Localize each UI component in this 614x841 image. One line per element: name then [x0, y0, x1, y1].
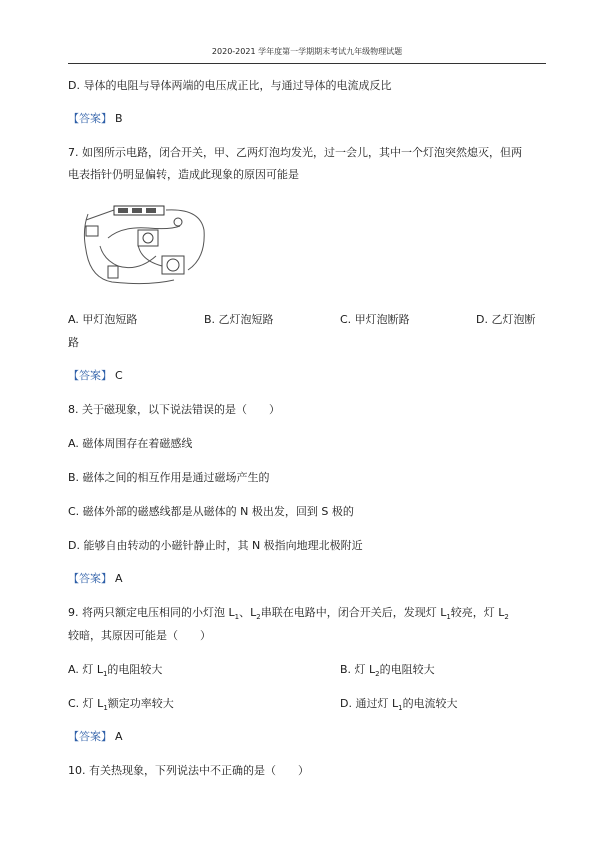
q8-option-d: D. 能够自由转动的小磁针静止时，其 N 极指向地理北极附近	[68, 539, 363, 552]
q7-stem-line2: 电表指针仍明显偏转，造成此现象的原因可能是	[68, 168, 299, 181]
q10-stem: 10. 有关热现象，下列说法中不正确的是（ ）	[68, 764, 309, 777]
header-rule	[68, 63, 546, 64]
answer-label: 【答案】	[68, 112, 112, 125]
subscript: 1	[398, 704, 403, 713]
q8-answer	[68, 570, 123, 586]
q9-stem-line2: 较暗，其原因可能是（ ）	[68, 629, 211, 642]
battery-cell-icon	[132, 208, 142, 213]
answer-label: 【答案】	[68, 369, 112, 382]
option-text: 的电阻较大	[379, 663, 435, 676]
option-text: C. 灯 L	[68, 697, 104, 710]
q6-option-d: D. 导体的电阻与导体两端的电压成正比，与通过导体的电流成反比	[68, 79, 392, 92]
q9-option-b	[340, 661, 435, 678]
subscript: 1	[103, 704, 108, 713]
q9-stem-text: 9. 将两只额定电压相同的小灯泡 L	[68, 606, 235, 619]
q7-stem-line1: 7. 如图所示电路，闭合开关，甲、乙两灯泡均发光，过一会儿，其中一个灯泡突然熄灭，但两	[68, 146, 522, 159]
answer-label: 【答案】	[68, 730, 112, 743]
q7-option-d-continued: 路	[68, 336, 79, 349]
ammeter-icon	[138, 230, 158, 246]
q9-option-c	[68, 695, 174, 712]
q9-stem-text: 串联在电路中，闭合开关后，发现灯 L	[260, 606, 447, 619]
switch-icon	[86, 226, 98, 236]
answer-label: 【答案】	[68, 572, 112, 585]
option-text: D. 通过灯 L	[340, 697, 399, 710]
subscript: 1	[102, 670, 108, 679]
page-header: 2020-2021 学年度第一学期期末考试九年级物理试题	[211, 47, 403, 56]
q9-stem-text: 较亮，灯 L	[450, 606, 505, 619]
subscript: 2	[504, 613, 509, 622]
q7-option-c: C. 甲灯泡断路	[340, 313, 410, 326]
subscript: 2	[375, 670, 380, 679]
battery-cell-icon	[118, 208, 128, 213]
q9-stem-line1	[68, 604, 509, 621]
q7-option-a: A. 甲灯泡短路	[68, 313, 138, 326]
answer-value: B	[115, 112, 123, 125]
q8-option-b: B. 磁体之间的相互作用是通过磁场产生的	[68, 471, 270, 484]
q9-option-d	[340, 695, 458, 712]
q8-stem: 8. 关于磁现象，以下说法错误的是（ ）	[68, 403, 280, 416]
option-text: 的电阻较大	[107, 663, 163, 676]
answer-value: C	[115, 369, 123, 382]
q9-stem-text: 、L	[239, 606, 257, 619]
bulb-icon	[174, 218, 182, 226]
subscript: 1	[234, 613, 240, 622]
q7-answer	[68, 367, 123, 383]
q9-answer	[68, 728, 123, 744]
bulb-holder-icon	[108, 266, 118, 278]
q7-option-d: D. 乙灯泡断	[476, 313, 536, 326]
q8-option-a: A. 磁体周围存在着磁感线	[68, 437, 193, 450]
q7-option-b: B. 乙灯泡短路	[204, 313, 274, 326]
subscript: 2	[256, 613, 261, 622]
answer-value: A	[115, 730, 123, 743]
q8-option-c: C. 磁体外部的磁感线都是从磁体的 N 极出发，回到 S 极的	[68, 505, 354, 518]
option-text: A. 灯 L	[68, 663, 103, 676]
answer-value: A	[115, 572, 123, 585]
battery-cell-icon	[146, 208, 156, 213]
circuit-figure	[78, 200, 208, 288]
option-text: 额定功率较大	[107, 697, 174, 710]
q9-option-a	[68, 661, 162, 678]
q6-answer	[68, 110, 123, 126]
option-text: B. 灯 L	[340, 663, 376, 676]
option-text: 的电流较大	[402, 697, 458, 710]
subscript: 1	[446, 613, 451, 622]
